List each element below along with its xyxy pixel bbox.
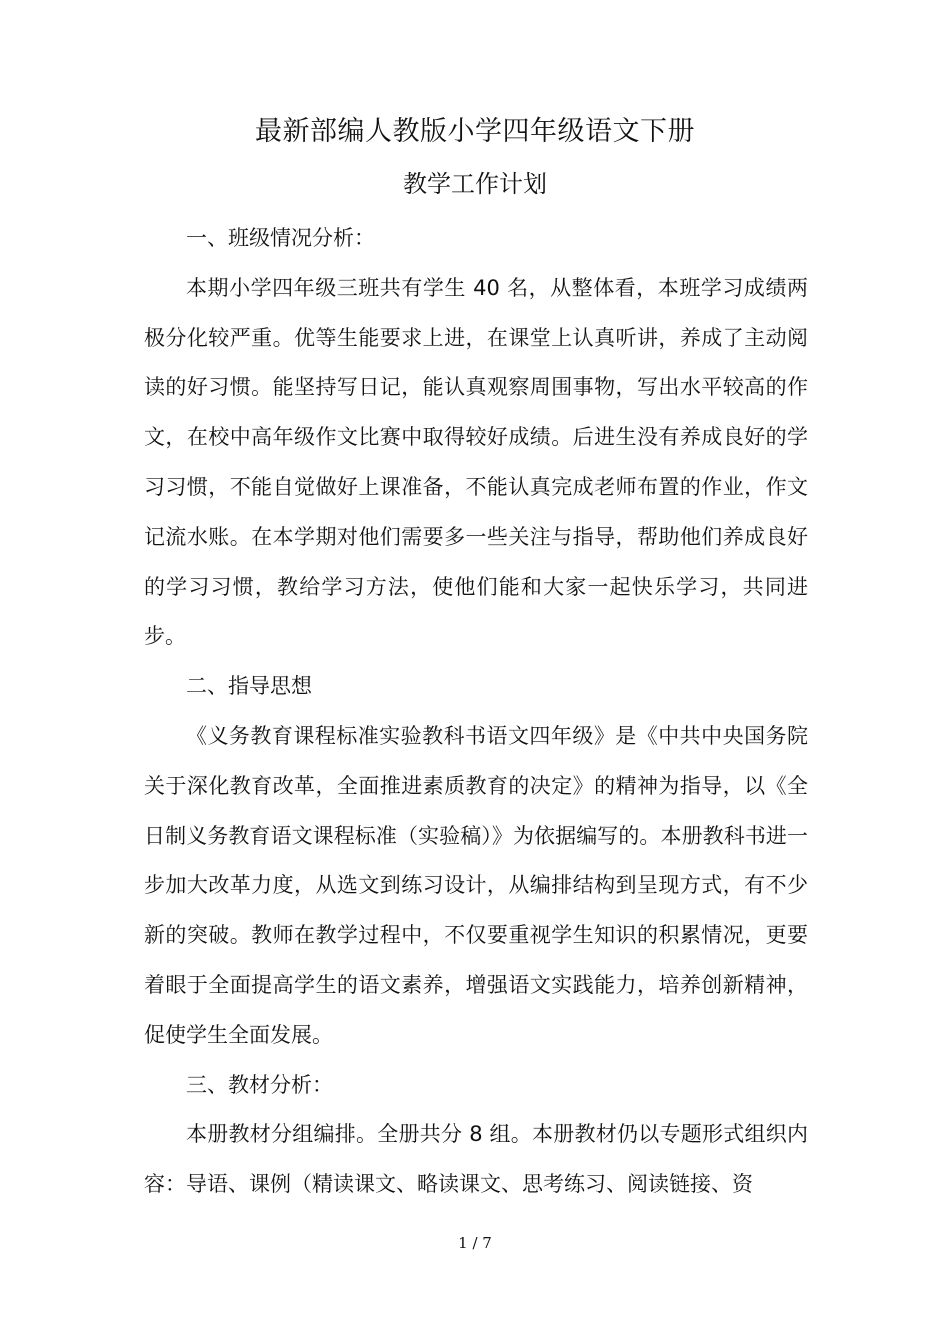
- page-number: 1 / 7: [458, 1234, 492, 1252]
- document-body: [144, 214, 808, 1210]
- paragraph-class-analysis: 本期小学四年级三班共有学生 40 名，从整体看，本班学习成绩两极分化较严重。优等生能要求上进，在课堂上认真听讲，养成了主动阅读的好习惯。能坚持写日记，能认真观察周围事物，写出水平较高的作文，在校中高年级作文比赛中取得较好成绩。后进生没有养成良好的学习习惯，不能自觉做好上课准备，不能认真完成老师布置的作业，作文记流水账。在本学期对他们需要多一些关注与指导，帮助他们养成良好的学习习惯，教给学习方法，使他们能和大家一起快乐学习，共同进步。: [144, 275, 808, 649]
- paragraph-textbook-analysis: 本册教材分组编排。全册共分 8 组。本册教材仍以专题形式组织内容：导语、课例（精读课文、略读课文、思考练习、阅读链接、资: [144, 1122, 808, 1197]
- section-heading-class-analysis: 一、班级情况分析：: [186, 226, 375, 250]
- paragraph-guiding-thought: 《义务教育课程标准实验教科书语文四年级》是《中共中央国务院关于深化教育改革，全面推进素质教育的决定》的精神为指导，以《全日制义务教育语文课程标准（实验稿）》为依据编写的。本册教科书进一步加大改革力度，从选文到练习设计，从编排结构到呈现方式，有不少新的突破。教师在教学过程中，不仅要重视学生知识的积累情况，更要着眼于全面提高学生的语文素养，增强语文实践能力，培养创新精神，促使学生全面发展。: [144, 723, 808, 1047]
- section-heading-guiding-thought: 二、指导思想: [186, 674, 312, 699]
- document-subtitle: 教学工作计划: [403, 170, 547, 198]
- document-title: 最新部编人教版小学四年级语文下册: [255, 116, 695, 147]
- section-heading-textbook-analysis: 三、教材分析：: [186, 1072, 333, 1097]
